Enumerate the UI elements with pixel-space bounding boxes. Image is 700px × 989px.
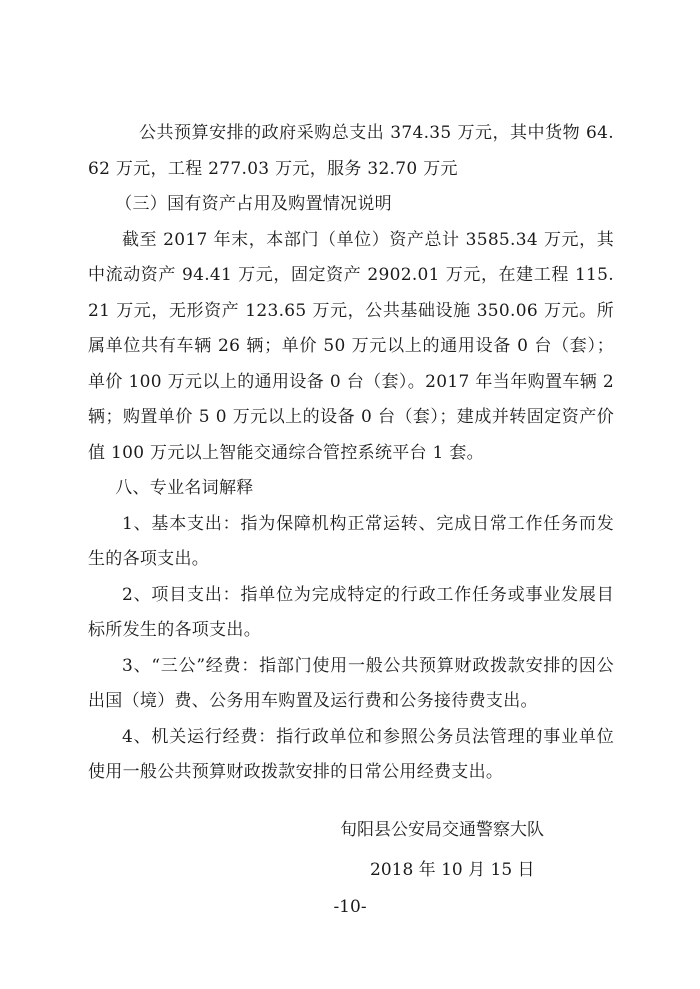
document-body xyxy=(88,116,614,791)
assets-paragraph: 截至 2017 年末，本部门（单位）资产总计 3585.34 万元，其中流动资产 94.41 万元，固定资产 2902.01 万元，在建工程 115.21 万元，无形资产 123.65 万元，公共基础设施 350.06 万元。所属单位共有车辆 26 辆；单价 50 万元以上的通用设备 0 台（套）；单价 100 万元以上的通用设备 0 台（套）。2017 年当年购置车辆 2 辆；购置单价 5 0 万元以上的设备 0 台（套）；建成并转固定资产价值 100 万元以上智能交通综合管控系统平台 1 套。 xyxy=(88,229,614,463)
signature-date: 2018 年 10 月 15 日 xyxy=(370,860,535,880)
page-number: -10- xyxy=(333,897,367,917)
section-heading-glossary: 八、专业名词解释 xyxy=(115,478,254,498)
signature-organization: 旬阳县公安局交通警察大队 xyxy=(340,820,544,840)
section-heading-assets: （三）国有资产占用及购置情况说明 xyxy=(115,194,392,214)
procurement-paragraph: 公共预算安排的政府采购总支出 374.35 万元，其中货物 64.62 万元，工程 277.03 万元，服务 32.70 万元 xyxy=(88,123,614,179)
glossary-item-three-public: 3、“三公”经费：指部门使用一般公共预算财政拨款安排的因公出国（境）费、公务用车购置及运行费和公务接待费支出。 xyxy=(88,655,614,711)
glossary-item-project-expenditure: 2、项目支出：指单位为完成特定的行政工作任务或事业发展目标所发生的各项支出。 xyxy=(88,584,614,640)
glossary-item-operating-costs: 4、机关运行经费：指行政单位和参照公务员法管理的事业单位使用一般公共预算财政拨款安排的日常公用经费支出。 xyxy=(88,726,614,782)
glossary-item-basic-expenditure: 1、基本支出：指为保障机构正常运转、完成日常工作任务而发生的各项支出。 xyxy=(88,513,614,569)
